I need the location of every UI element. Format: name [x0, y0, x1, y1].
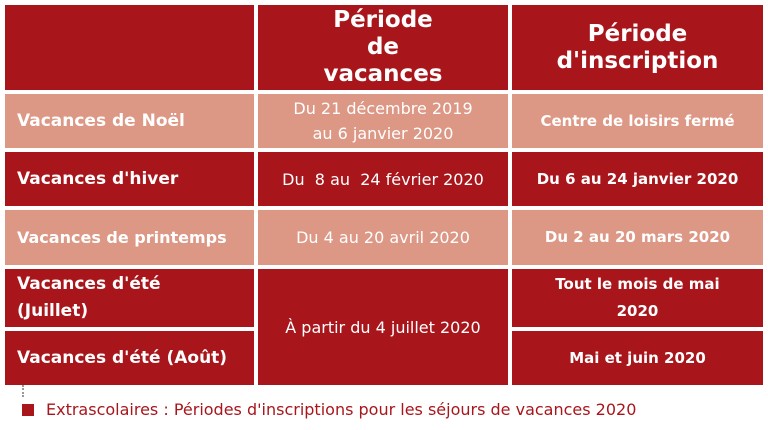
row-label-printemps: Vacances de printemps — [3, 208, 256, 267]
row-period-printemps: Du 4 au 20 avril 2020 — [256, 208, 510, 267]
square-bullet-icon — [22, 404, 34, 416]
row-label-ete-aout: Vacances d'été (Août) — [3, 329, 256, 387]
header-period-registration: Période d'inscription — [510, 3, 765, 92]
header-empty-cell — [3, 3, 256, 92]
header-period-holidays: Période de vacances — [256, 3, 510, 92]
row-label-hiver: Vacances d'hiver — [3, 150, 256, 208]
row-period-ete: À partir du 4 juillet 2020 — [256, 267, 510, 387]
row-registration-ete-aout: Mai et juin 2020 — [510, 329, 765, 387]
row-registration-printemps: Du 2 au 20 mars 2020 — [510, 208, 765, 267]
footer-note — [22, 400, 636, 419]
row-registration-hiver: Du 6 au 24 janvier 2020 — [510, 150, 765, 208]
row-label-ete-juillet: Vacances d'été (Juillet) — [3, 267, 256, 329]
holiday-table — [3, 3, 765, 387]
footer-text: Extrascolaires : Périodes d'inscriptions pour les séjours de vacances 2020 — [46, 400, 637, 419]
row-period-noel: Du 21 décembre 2019 au 6 janvier 2020 — [256, 92, 510, 150]
dotted-connector — [22, 385, 26, 397]
row-label-noel: Vacances de Noël — [3, 92, 256, 150]
row-registration-noel: Centre de loisirs fermé — [510, 92, 765, 150]
row-period-hiver: Du 8 au 24 février 2020 — [256, 150, 510, 208]
row-registration-ete-juillet: Tout le mois de mai 2020 — [510, 267, 765, 329]
